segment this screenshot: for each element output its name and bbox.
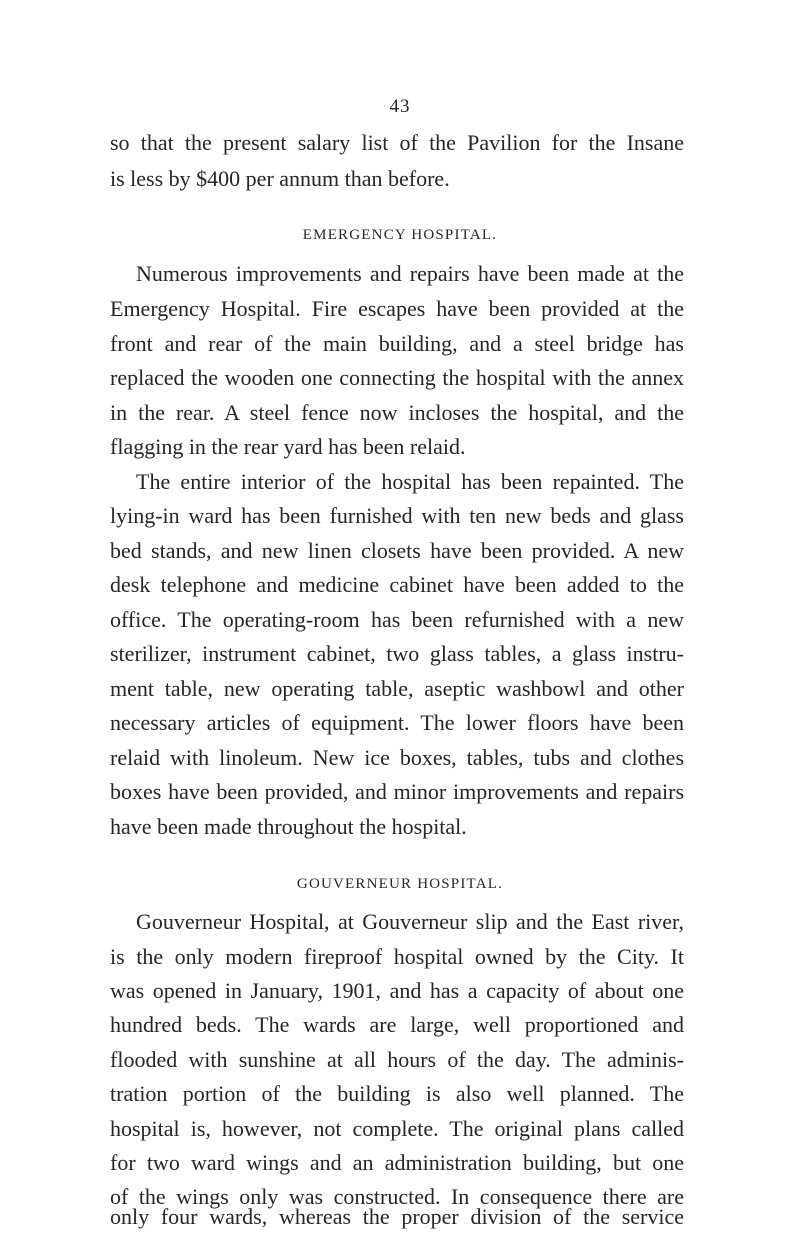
text-line: Numerous improvements and repairs have been made at the (136, 261, 684, 286)
text-line: front and rear of the main building, and a steel bridge has (110, 331, 684, 356)
emergency-hospital-heading: EMERGENCY HOSPITAL. (302, 227, 498, 243)
text-line: Gouverneur Hospital, at Gouverneur slip and the East river, (136, 909, 684, 934)
text-line: flooded with sunshine at all hours of the day. The adminis- (110, 1047, 684, 1072)
text-line: office. The operating-room has been refurnished with a new (110, 607, 684, 632)
text-line: desk telephone and medicine cabinet have been added to the (110, 572, 684, 597)
gouverneur-hospital-heading: GOUVERNEUR HOSPITAL. (296, 876, 504, 892)
text-line: so that the present salary list of the Pavilion for the Insane (110, 130, 684, 155)
text-line: is the only modern fireproof hospital owned by the City. It (110, 944, 684, 969)
text-line: is less by $400 per annum than before. (110, 166, 450, 191)
text-line: ment table, new operating table, aseptic washbowl and other (110, 676, 684, 701)
text-line: sterilizer, instrument cabinet, two glass tables, a glass instru- (110, 641, 684, 666)
text-line: for two ward wings and an administration building, but one (110, 1150, 684, 1175)
text-line: flagging in the rear yard has been relaid. (110, 434, 466, 459)
text-line: bed stands, and new linen closets have been provided. A new (110, 538, 684, 563)
text-line: have been made throughout the hospital. (110, 814, 467, 839)
text-line: The entire interior of the hospital has been repainted. The (136, 469, 684, 494)
text-line: relaid with linoleum. New ice boxes, tables, tubs and clothes (110, 745, 684, 770)
text-line: necessary articles of equipment. The lower floors have been (110, 710, 684, 735)
text-line: boxes have been provided, and minor improvements and repairs (110, 779, 684, 804)
page-number: 43 (389, 96, 411, 117)
text-line: hospital is, however, not complete. The original plans called (110, 1116, 684, 1141)
text-line: only four wards, whereas the proper division of the service (110, 1204, 684, 1229)
text-line: lying-in ward has been furnished with ten new beds and glass (110, 503, 684, 528)
text-line: hundred beds. The wards are large, well proportioned and (110, 1012, 684, 1037)
text-line: of the wings only was constructed. In consequence there are (110, 1184, 684, 1209)
text-line: was opened in January, 1901, and has a capacity of about one (110, 978, 684, 1003)
text-line: Emergency Hospital. Fire escapes have been provided at the (110, 296, 684, 321)
text-line: tration portion of the building is also well planned. The (110, 1081, 684, 1106)
text-line: replaced the wooden one connecting the hospital with the annex (110, 365, 684, 390)
text-line: in the rear. A steel fence now incloses the hospital, and the (110, 400, 684, 425)
